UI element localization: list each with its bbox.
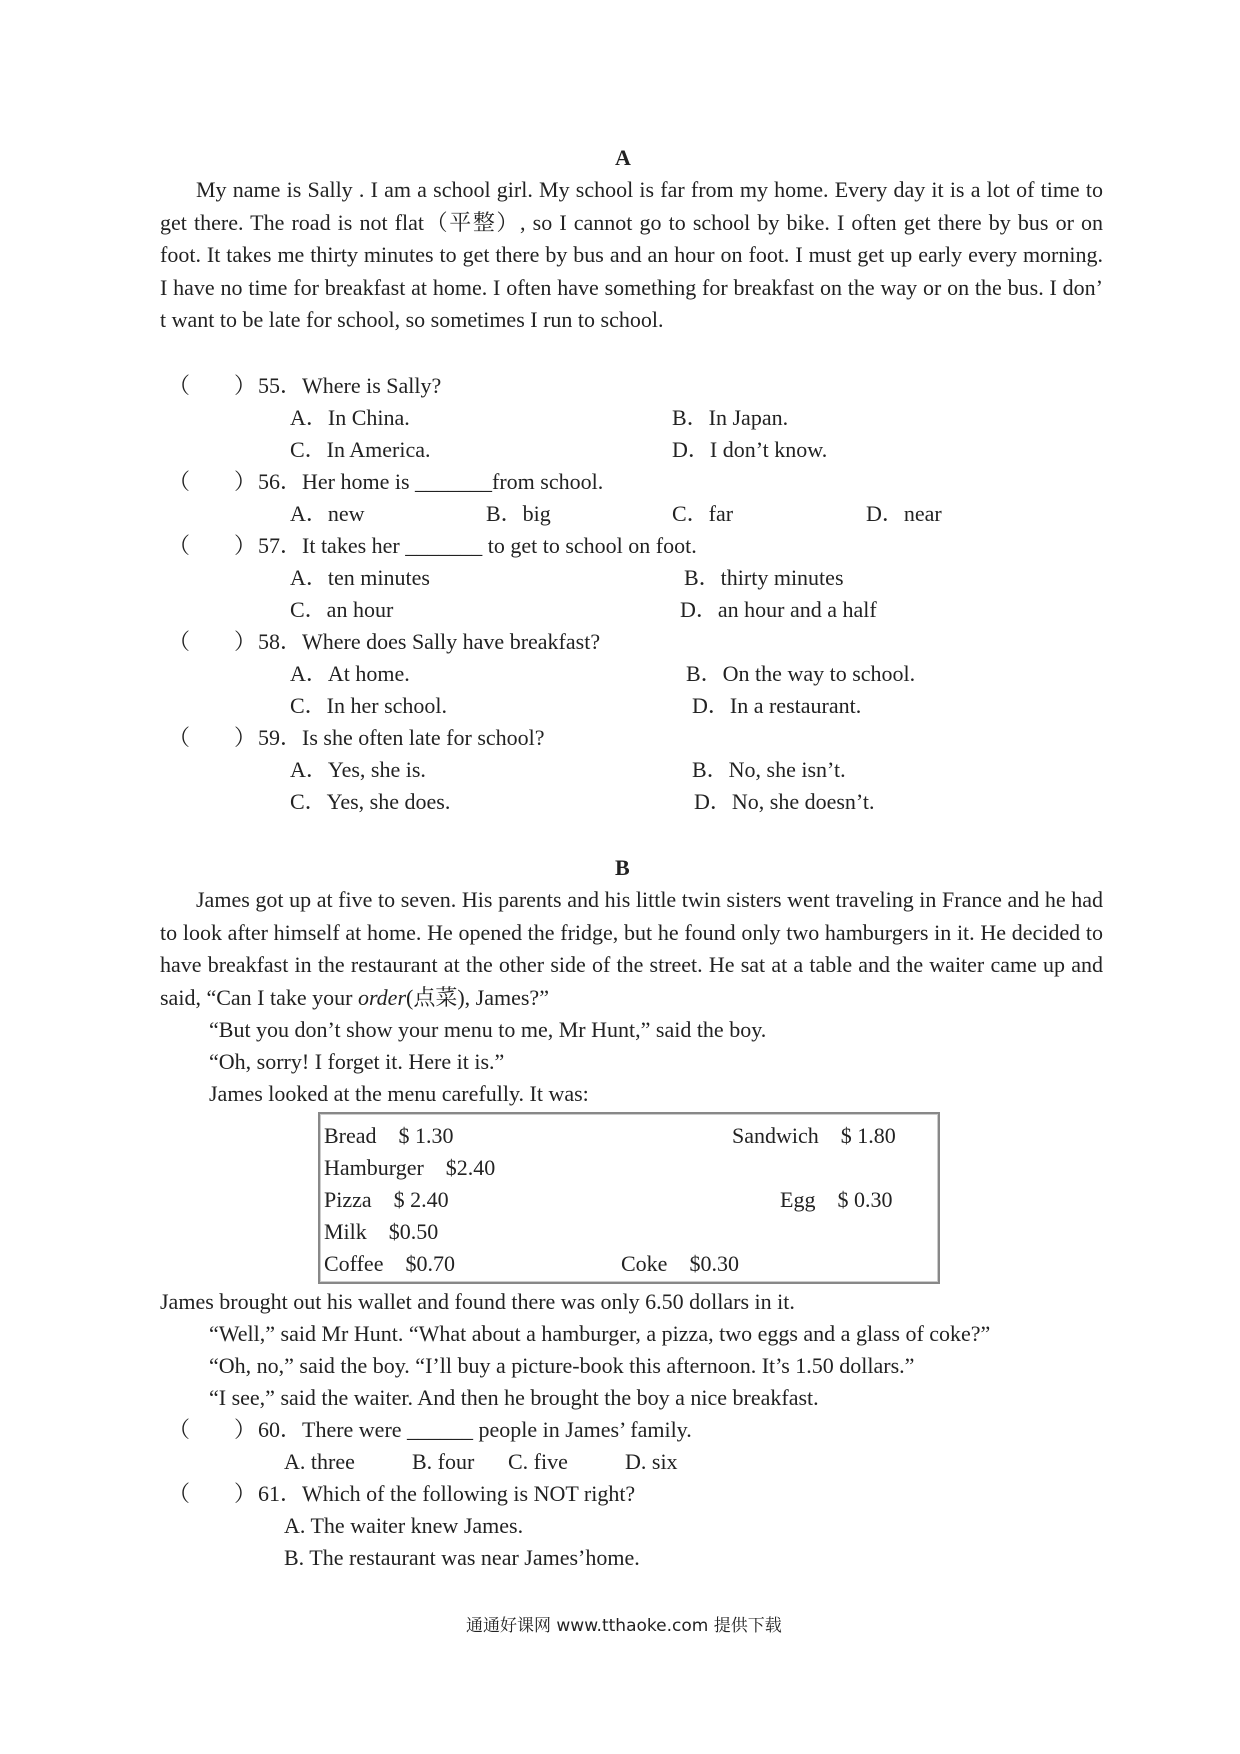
question-60-stem: 60．There were ______ people in James’ family. [258,1417,692,1442]
option-c: C．far [672,501,734,526]
menu-item-egg: Egg $ 0.30 [780,1187,893,1212]
option-c: C．Yes, she does. [290,789,451,814]
question-56-stem: 56．Her home is _______from school. [258,469,604,494]
option-a: A．ten minutes [290,565,430,590]
answer-bracket: （ ） [168,1481,257,1506]
option-d: D．I don’t know. [672,437,828,462]
dialogue-line: “Well,” said Mr Hunt. “What about a hamburger, a pizza, two eggs and a glass of coke?” [209,1321,991,1346]
menu-item-pizza: Pizza $ 2.40 [324,1187,449,1212]
option-a: A．In China. [290,405,410,430]
menu-item-coffee: Coffee $0.70 [324,1251,455,1276]
question-58-stem: 58．Where does Sally have breakfast? [258,629,601,654]
option-b: B．thirty minutes [684,565,844,590]
option-d: D．No, she doesn’t. [694,789,875,814]
option-b: B．On the way to school. [686,661,916,686]
option-c: C. five [508,1449,568,1474]
answer-bracket: （ ） [168,629,257,654]
option-c: C．an hour [290,597,394,622]
option-d: D．near [866,501,942,526]
option-a: A. The waiter knew James. [284,1513,524,1538]
passage-b-intro-paragraph [160,884,1103,1014]
answer-bracket: （ ） [168,469,257,494]
page-footer: 通通好课网 www.tthaoke.com 提供下载 [466,1616,782,1636]
passage-b-heading: B [615,855,630,880]
question-55-stem: 55．Where is Sally? [258,373,442,398]
question-57-stem: 57．It takes her _______ to get to school on foot. [258,533,697,558]
option-a: A．At home. [290,661,410,686]
option-b: B．No, she isn’t. [692,757,846,782]
passage-b-intro [160,884,1103,1014]
passage-a-paragraph: My name is Sally . I am a school girl. My school is far from my home. Every day it is a lot of time to get there. The road is not flat（平整）, so I cannot go to school by bike. I often get there by bus or on foot. It takes me thirty minutes to get there by bus and an hour on foot. I must get up early every morning. I have no time for breakfast at home. I often have something for breakfast on the way or on the bus. I don’ t want to be late for school, so sometimes I run to school. [160,177,1103,333]
dialogue-line: “Oh, no,” said the boy. “I’ll buy a picture-book this afternoon. It’s 1.50 dollars.” [209,1353,915,1378]
option-b: B. four [412,1449,475,1474]
dialogue-line: “But you don’t show your menu to me, Mr Hunt,” said the boy. [209,1017,767,1042]
answer-bracket: （ ） [168,1417,257,1442]
answer-bracket: （ ） [168,533,257,558]
dialogue-line: “I see,” said the waiter. And then he brought the boy a nice breakfast. [209,1385,819,1410]
menu-item-milk: Milk $0.50 [324,1219,439,1244]
option-b: B. The restaurant was near James’home. [284,1545,640,1570]
menu-item-bread: Bread $ 1.30 [324,1123,454,1148]
passage-a-text [160,174,1103,337]
menu-item-sandwich: Sandwich $ 1.80 [732,1123,896,1148]
option-a: A. three [284,1449,355,1474]
option-c: C．In America. [290,437,431,462]
question-59-stem: 59．Is she often late for school? [258,725,545,750]
answer-bracket: （ ） [168,725,257,750]
menu-table [318,1112,940,1284]
option-a: A．new [290,501,365,526]
menu-item-coke: Coke $0.30 [621,1251,739,1276]
menu-item-hamburger: Hamburger $2.40 [324,1155,496,1180]
option-a: A．Yes, she is. [290,757,426,782]
intro-italic-word: order [357,984,407,1010]
option-d: D．In a restaurant. [692,693,862,718]
dialogue-line: James looked at the menu carefully. It was: [209,1081,589,1106]
option-c: C．In her school. [290,693,448,718]
answer-bracket: （ ） [168,373,257,398]
option-b: B．In Japan. [672,405,789,430]
passage-a-heading: A [615,145,631,170]
option-b: B．big [486,501,551,526]
option-d: D．an hour and a half [680,597,877,622]
intro-text: James got up at five to seven. His parents and his little twin sisters went traveling in France and he had to look after himself at home. He opened the fridge, but he found only two hamburgers in it. He decided to have breakfast in the restaurant at the other side of the street. He sat at a table and the waiter came up and said, “Can I take your [160,887,1103,1010]
intro-text-end: (点菜), James?” [406,984,549,1010]
dialogue-line: “Oh, sorry! I forget it. Here it is.” [209,1049,505,1074]
option-d: D. six [625,1449,678,1474]
question-61-stem: 61．Which of the following is NOT right? [258,1481,636,1506]
story-line: James brought out his wallet and found there was only 6.50 dollars in it. [160,1289,795,1314]
